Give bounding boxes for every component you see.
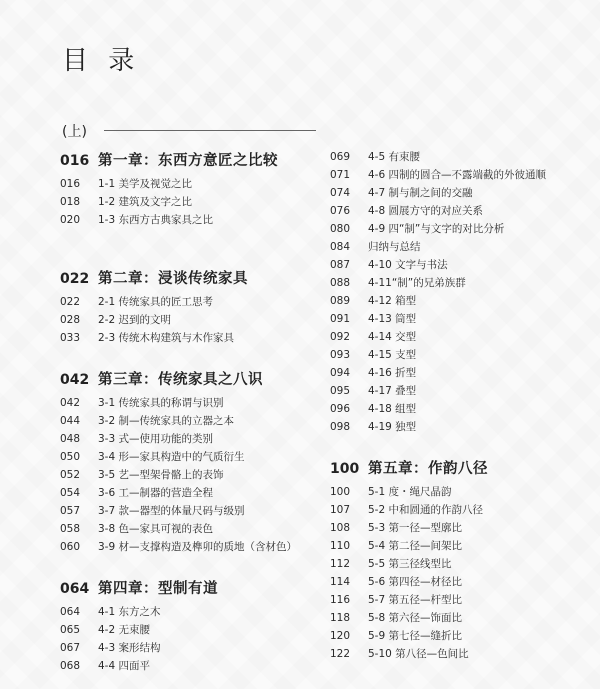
entry-page: 069 — [330, 151, 351, 163]
toc-entry[interactable] — [330, 347, 590, 365]
toc-entry[interactable] — [330, 221, 590, 239]
entry-page: 068 — [60, 660, 81, 672]
toc-left-column — [60, 149, 320, 676]
entry-page: 089 — [330, 295, 351, 307]
entry-title: 3-6 工—制器的营造全程 — [98, 487, 213, 499]
chapter-page-number: 022 — [60, 271, 90, 287]
entry-title: 3-2 制—传统家具的立器之本 — [98, 415, 234, 427]
toc-entry[interactable] — [330, 419, 590, 437]
entry-title: 3-8 色—家具可视的表色 — [98, 523, 213, 535]
entry-title: 4-19 独型 — [368, 421, 417, 433]
toc-entry[interactable] — [60, 521, 320, 539]
toc-entry[interactable] — [330, 239, 590, 257]
entry-page: 110 — [330, 540, 351, 552]
entry-title: 5-2 中和圆通的作韵八径 — [368, 504, 483, 516]
toc-entry[interactable] — [330, 502, 590, 520]
entry-page: 022 — [60, 296, 81, 308]
toc-entry[interactable] — [330, 329, 590, 347]
toc-entry[interactable] — [330, 275, 590, 293]
chapter-page-number: 016 — [60, 153, 90, 169]
toc-entry[interactable] — [60, 485, 320, 503]
entry-page: 080 — [330, 223, 351, 235]
toc-entry[interactable] — [60, 658, 320, 676]
entry-page: 060 — [60, 541, 81, 553]
toc-entry[interactable] — [330, 592, 590, 610]
entry-title: 4-18 组型 — [368, 403, 417, 415]
toc-entry[interactable] — [60, 294, 320, 312]
toc-entry[interactable] — [330, 383, 590, 401]
entry-title: 3-9 材—支撑构造及榫卯的质地（含材色） — [98, 541, 297, 553]
toc-entry[interactable] — [60, 539, 320, 557]
entry-title: 4-11“制”的兄弟族群 — [368, 277, 466, 289]
toc-entry[interactable] — [330, 520, 590, 538]
entry-title: 1-3 东西方古典家具之比 — [98, 214, 213, 226]
entry-title: 5-6 第四径—材径比 — [368, 576, 462, 588]
entry-title: 4-13 筒型 — [368, 313, 417, 325]
toc-entry[interactable] — [60, 312, 320, 330]
chapter-title: 第三章：传统家具之八识 — [98, 372, 263, 388]
toc-entry[interactable] — [330, 203, 590, 221]
chapter-title: 第二章：浸谈传统家具 — [98, 271, 248, 287]
toc-entry[interactable] — [330, 311, 590, 329]
entry-title: 5-10 第八径—色间比 — [368, 648, 469, 660]
entry-title: 2-2 迟到的文明 — [98, 314, 171, 326]
entry-page: 058 — [60, 523, 81, 535]
toc-entry[interactable] — [60, 640, 320, 658]
entry-title: 2-3 传统木构建筑与木作家具 — [98, 332, 234, 344]
toc-entry[interactable] — [330, 365, 590, 383]
entry-title: 5-3 第一径—型廓比 — [368, 522, 462, 534]
entry-page: 100 — [330, 486, 351, 498]
toc-entry[interactable] — [330, 167, 590, 185]
chapter-page-number: 042 — [60, 372, 90, 388]
volume-marker: (上) — [62, 124, 87, 140]
entry-page: 042 — [60, 397, 81, 409]
chapter-heading[interactable] — [60, 149, 320, 170]
toc-entry[interactable] — [330, 538, 590, 556]
toc-entry[interactable] — [60, 431, 320, 449]
entry-page: 052 — [60, 469, 81, 481]
entry-page: 044 — [60, 415, 81, 427]
entry-page: 120 — [330, 630, 351, 642]
entry-page: 018 — [60, 196, 81, 208]
entry-page: 016 — [60, 178, 81, 190]
entry-title: 4-8 圆展方守的对应关系 — [368, 205, 483, 217]
entry-title: 3-7 款—器型的体量尺码与级别 — [98, 505, 245, 517]
entry-title: 4-14 交型 — [368, 331, 417, 343]
toc-entry[interactable] — [330, 185, 590, 203]
toc-entry[interactable] — [60, 413, 320, 431]
toc-entry[interactable] — [60, 503, 320, 521]
entry-title: 4-6 四制的圆合—不露端截的外彼通顺 — [368, 169, 546, 181]
divider-rule — [104, 130, 316, 131]
chapter-title: 第五章：作韵八径 — [368, 461, 488, 477]
chapter-title: 第一章：东西方意匠之比较 — [98, 153, 278, 169]
chapter-page-number: 064 — [60, 581, 90, 597]
entry-title: 5-4 第二径—间架比 — [368, 540, 462, 552]
entry-title: 4-2 无束腰 — [98, 624, 150, 636]
entry-page: 095 — [330, 385, 351, 397]
toc-entry[interactable] — [330, 401, 590, 419]
toc-entry[interactable] — [330, 556, 590, 574]
toc-entry[interactable] — [330, 646, 590, 664]
entry-page: 092 — [330, 331, 351, 343]
entry-page: 074 — [330, 187, 351, 199]
chapter-heading[interactable] — [60, 577, 320, 598]
entry-title: 4-10 文字与书法 — [368, 259, 448, 271]
entry-page: 065 — [60, 624, 81, 636]
entry-page: 118 — [330, 612, 351, 624]
entry-title: 3-1 传统家具的称谓与识别 — [98, 397, 224, 409]
entry-page: 098 — [330, 421, 351, 433]
entry-title: 3-5 艺—型架骨骼上的表饰 — [98, 469, 224, 481]
entry-title: 5-5 第三径线型比 — [368, 558, 452, 570]
entry-page: 108 — [330, 522, 351, 534]
toc-entry[interactable] — [60, 212, 320, 230]
entry-title: 4-15 支型 — [368, 349, 417, 361]
entry-title: 4-1 东方之木 — [98, 606, 161, 618]
entry-page: 064 — [60, 606, 81, 618]
toc-entry[interactable] — [330, 293, 590, 311]
entry-title: 归纳与总结 — [368, 241, 421, 253]
entry-page: 028 — [60, 314, 81, 326]
entry-page: 091 — [330, 313, 351, 325]
page-title: 目 录 — [62, 46, 141, 76]
toc-right-column — [330, 149, 590, 664]
entry-title: 4-3 案形结构 — [98, 642, 161, 654]
entry-title: 1-2 建筑及文字之比 — [98, 196, 192, 208]
entry-title: 4-7 制与制之间的交融 — [368, 187, 473, 199]
entry-title: 5-8 第六径—饰面比 — [368, 612, 462, 624]
entry-title: 3-4 形—家具构造中的气质衍生 — [98, 451, 245, 463]
toc-entry[interactable] — [60, 604, 320, 622]
chapter-title: 第四章：型制有道 — [98, 581, 218, 597]
entry-title: 4-9 四“制”与文字的对比分析 — [368, 223, 505, 235]
entry-page: 067 — [60, 642, 81, 654]
toc-entry[interactable] — [60, 467, 320, 485]
chapter-page-number: 100 — [330, 461, 360, 477]
toc-entry[interactable] — [330, 257, 590, 275]
toc-entry[interactable] — [330, 149, 590, 167]
entry-page: 084 — [330, 241, 351, 253]
toc-entry[interactable] — [60, 176, 320, 194]
entry-page: 087 — [330, 259, 351, 271]
entry-title: 5-7 第五径—杆型比 — [368, 594, 462, 606]
entry-page: 033 — [60, 332, 81, 344]
toc-entry[interactable] — [60, 194, 320, 212]
entry-page: 088 — [330, 277, 351, 289]
toc-entry[interactable] — [330, 628, 590, 646]
toc-entry[interactable] — [60, 330, 320, 348]
entry-title: 2-1 传统家具的匠工思考 — [98, 296, 213, 308]
entry-title: 4-16 折型 — [368, 367, 417, 379]
chapter-heading[interactable] — [60, 267, 320, 288]
chapter-heading[interactable] — [330, 457, 590, 478]
entry-page: 096 — [330, 403, 351, 415]
entry-title: 5-1 度・绳尺晶韵 — [368, 486, 452, 498]
toc-entry[interactable] — [60, 622, 320, 640]
entry-title: 4-5 有束腰 — [368, 151, 420, 163]
entry-page: 048 — [60, 433, 81, 445]
entry-title: 1-1 美学及视觉之比 — [98, 178, 192, 190]
entry-page: 071 — [330, 169, 351, 181]
toc-entry[interactable] — [330, 484, 590, 502]
entry-title: 5-9 第七径—缝折比 — [368, 630, 462, 642]
chapter-heading[interactable] — [60, 368, 320, 389]
entry-page: 020 — [60, 214, 81, 226]
entry-page: 050 — [60, 451, 81, 463]
entry-page: 094 — [330, 367, 351, 379]
entry-page: 116 — [330, 594, 351, 606]
entry-page: 093 — [330, 349, 351, 361]
entry-page: 076 — [330, 205, 351, 217]
entry-page: 054 — [60, 487, 81, 499]
toc-entry[interactable] — [60, 449, 320, 467]
entry-page: 112 — [330, 558, 351, 570]
entry-title: 4-4 四面平 — [98, 660, 150, 672]
entry-title: 4-17 叠型 — [368, 385, 417, 397]
toc-entry[interactable] — [330, 574, 590, 592]
entry-page: 114 — [330, 576, 351, 588]
toc-entry[interactable] — [330, 610, 590, 628]
entry-page: 122 — [330, 648, 351, 660]
entry-title: 4-12 箱型 — [368, 295, 417, 307]
toc-entry[interactable] — [60, 395, 320, 413]
entry-page: 107 — [330, 504, 351, 516]
entry-title: 3-3 式—使用功能的类别 — [98, 433, 213, 445]
entry-page: 057 — [60, 505, 81, 517]
